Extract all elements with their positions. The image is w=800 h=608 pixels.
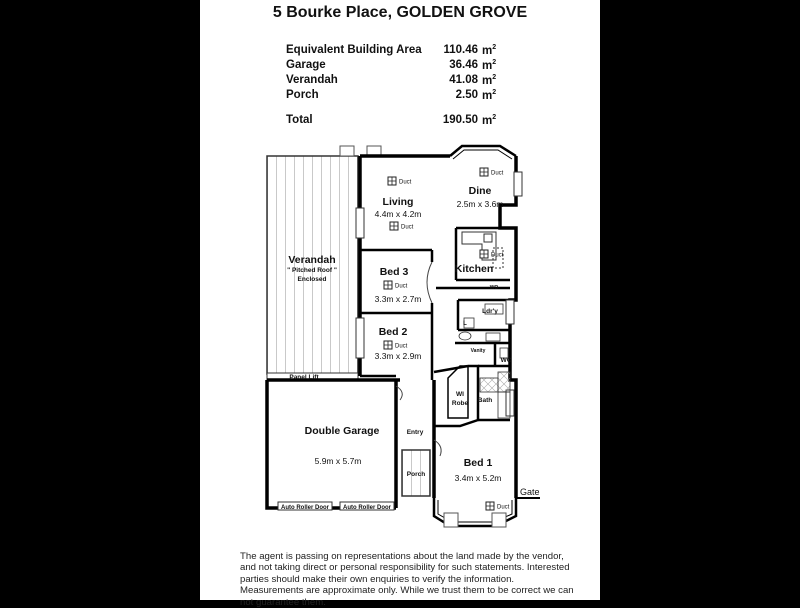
duct-label: Duct [401,224,414,231]
gate-label: Gate [520,487,540,497]
duct-label: Duct [491,252,504,259]
area-unit: $m^2$ [482,59,497,72]
verandah-label: Verandah [288,254,336,266]
l-label: L [463,321,467,327]
area-value: 36.46 [449,59,478,71]
duct-label: Duct [399,179,412,186]
duct-label: Duct [395,343,408,350]
area-unit: $m^2$ [482,89,497,102]
floorplan-sheet [200,0,600,608]
bed1-window-right [492,513,506,527]
bed3-size: 3.3m x 2.7m [374,294,422,304]
area-label: Equivalent Building Area [286,44,422,56]
wo-label: WO [489,285,499,291]
area-unit: $m^2$ [482,44,497,57]
area-value: 190.50 [442,114,478,126]
duct-label: Duct [497,504,510,511]
property-address-title: 5 Bourke Place, GOLDEN GROVE [272,4,528,21]
bed2-size: 3.3m x 2.9m [374,351,422,361]
area-value: 41.08 [449,74,478,86]
living-size: 4.4m x 4.2m [374,209,422,219]
dine-label: Dine [468,185,492,197]
garage-size: 5.9m x 5.7m [314,456,362,466]
verandah-enclosed-label: Enclosed [297,276,327,283]
dine-size: 2.5m x 3.6m [456,199,504,209]
bath-label: Bath [477,397,493,404]
bed1-size: 3.4m x 5.2m [454,473,502,483]
area-value: 2.50 [455,89,478,101]
wi-robe-label-line2: Robe [451,400,469,407]
bed2-label: Bed 2 [378,326,408,338]
area-label: Porch [286,89,319,101]
roller-door-left-label: Auto Roller Door [281,505,329,511]
vanity-label: Vanity [470,348,486,354]
area-unit: $m^2$ [482,114,497,127]
bed1-label: Bed 1 [463,457,493,469]
disclaimer-text: The agent is passing on representations about the land made by the vendor, and not taking direct or personal responsibility for such statements. Interested parties should make their own enquiries to verify the information. Measurements are approximate only. While we trust them to be correct we can not guarantee them. [240,551,574,608]
area-unit: $m^2$ [482,74,497,87]
floor-plan-drawing [200,0,600,600]
dine-bay-window [450,146,516,159]
verandah-roof-label: " Pitched Roof " [287,267,337,274]
area-label: Total [286,114,313,126]
roller-door-right-label: Auto Roller Door [343,505,391,511]
living-label: Living [382,196,414,208]
wi-robe-label-line1: WI [456,391,464,398]
wc-label: WC [500,357,512,364]
entry-label: Entry [406,429,424,436]
area-label: Verandah [286,74,338,86]
panel-lift-label: Panel Lift [289,374,319,381]
bed3-door [427,262,432,303]
porch-label: Porch [406,471,426,478]
kitchen-label: Kitchen [454,263,494,275]
garage-label: Double Garage [304,425,380,437]
area-label: Garage [286,59,326,71]
bed3-label: Bed 3 [379,266,409,278]
laundry-label: Ldr'y [482,308,498,315]
bed1-window-left [444,513,458,527]
duct-label: Duct [395,283,408,290]
duct-label: Duct [491,170,504,177]
area-value: 110.46 [443,44,478,56]
